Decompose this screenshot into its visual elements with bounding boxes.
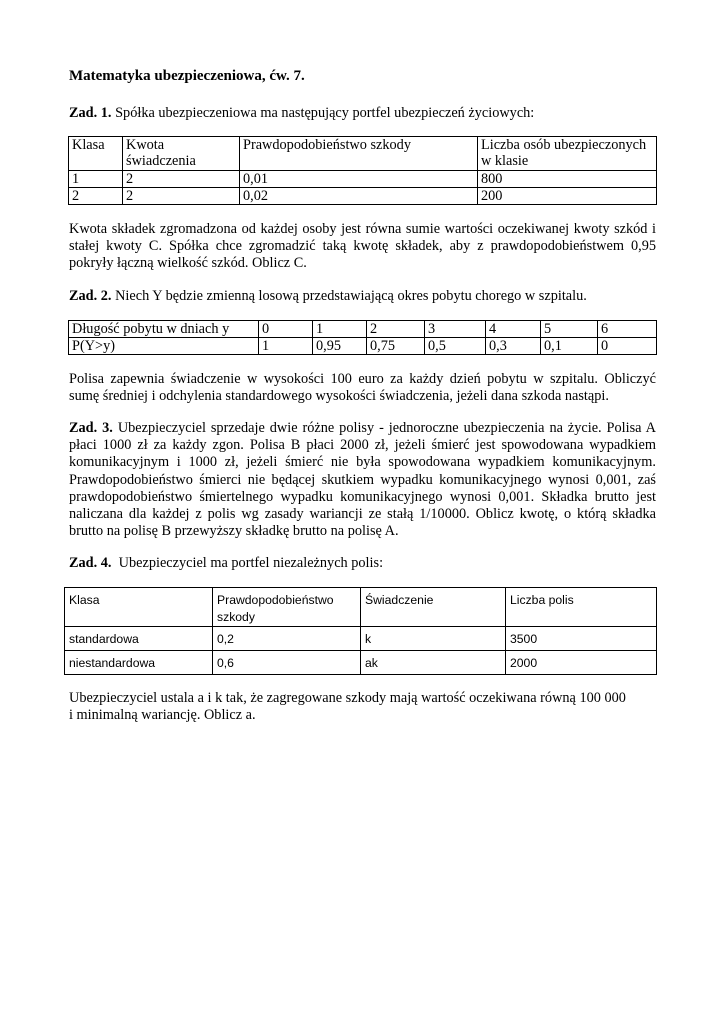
table-row	[69, 338, 657, 355]
text-line: sumę średniej i odchylenia standardowego wysokości świadczenia, jeżeli dana szkoda nastąpi.	[69, 388, 609, 405]
text-line: komunikacyjnym i 1000 zł, jeżeli śmierć nie była spowodowana wypadkiem komunikacyjnym.	[69, 454, 656, 471]
task-4-table	[64, 587, 657, 675]
task-1-intro-text: Spółka ubezpieczeniowa ma następujący portfel ubezpieczeń życiowych:	[115, 105, 535, 121]
text-line: pokryły łączną wielkość szkód. Oblicz C.	[69, 255, 307, 272]
table-cell: 2	[123, 171, 240, 188]
document-title: Matematyka ubezpieczeniowa, ćw. 7.	[69, 68, 305, 84]
text-line: płaci 1000 zł za każdy zgon. Polisa B płaci 2000 zł, jeżeli śmierć jest spowodowana wypadkiem	[69, 437, 656, 454]
table-cell: 0	[598, 338, 657, 355]
text-line: naliczana dla każdej z polis wg zasady wariancji ze stałą 1/10000. Oblicz kwotę, o którą składka	[69, 506, 656, 523]
table-cell: 3	[425, 321, 486, 338]
text-line: Prawdopodobieństwo śmierci nie będącej skutkiem wypadku komunikacyjnego wynosi 0,001, zaś	[69, 471, 656, 488]
task-1-intro	[69, 105, 534, 122]
header-cell: Liczba osób ubezpieczonych w klasie	[478, 137, 657, 171]
task-2-intro-text: Niech Y będzie zmienną losową przedstawiającą okres pobytu chorego w szpitalu.	[115, 288, 587, 304]
header-cell: Kwota świadczenia	[123, 137, 240, 171]
table-cell: 0,75	[367, 338, 425, 355]
table-cell: 0,1	[541, 338, 598, 355]
table-cell: 3500	[506, 627, 657, 651]
task-1-label: Zad. 1.	[69, 105, 112, 121]
table-cell: ak	[361, 651, 506, 675]
table-header-row	[65, 588, 657, 627]
table-cell: 0,5	[425, 338, 486, 355]
table-cell: k	[361, 627, 506, 651]
table-cell: 5	[541, 321, 598, 338]
task-4-intro-text: Ubezpieczyciel ma portfel niezależnych polis:	[118, 555, 384, 571]
table-row	[69, 171, 657, 188]
table-cell: standardowa	[65, 627, 213, 651]
task-2-table	[68, 320, 657, 355]
text-line: Polisa zapewnia świadczenie w wysokości 100 euro za każdy dzień pobytu w szpitalu. Obliczyć	[69, 371, 656, 387]
table-cell: 2	[123, 188, 240, 205]
text-line: stałej kwoty C. Spółka chce zgromadzić taką kwotę składek, aby z prawdopodobieństwem 0,95	[69, 238, 656, 255]
task-1-table	[68, 136, 657, 205]
table-cell: 2	[69, 188, 123, 205]
table-cell: 0,01	[240, 171, 478, 188]
table-cell: 6	[598, 321, 657, 338]
table-cell: 4	[486, 321, 541, 338]
table-cell: 0,95	[313, 338, 367, 355]
table-cell: 1	[313, 321, 367, 338]
table-cell: 0,6	[213, 651, 361, 675]
task-3-label: Zad. 3.	[69, 420, 113, 436]
table-row	[69, 188, 657, 205]
task-2-intro	[69, 288, 587, 305]
table-cell: Długość pobytu w dniach y	[69, 321, 259, 338]
text-line	[69, 420, 656, 437]
table-cell: 0,3	[486, 338, 541, 355]
table-cell: 0,02	[240, 188, 478, 205]
text-line: Kwota składek zgromadzona od każdej osoby jest równa sumie wartości oczekiwanej kwoty szkód i	[69, 221, 656, 237]
table-cell: 2	[367, 321, 425, 338]
text-line: prawdopodobieństwo śmiertelnego wypadku komunikacyjnego wynosi 0,001. Składka brutto jest	[69, 488, 656, 505]
header-cell: Prawdopodobieństwo szkody	[240, 137, 478, 171]
task-1-paragraph	[69, 221, 656, 273]
header-cell: Liczba polis	[506, 588, 657, 627]
task-2-label: Zad. 2.	[69, 288, 112, 304]
table-cell: 0,2	[213, 627, 361, 651]
table-cell: 1	[69, 171, 123, 188]
header-cell: Klasa	[69, 137, 123, 171]
table-cell: 2000	[506, 651, 657, 675]
table-cell: 200	[478, 188, 657, 205]
task-4-label: Zad. 4.	[69, 555, 112, 571]
table-row	[65, 651, 657, 675]
table-cell: P(Y>y)	[69, 338, 259, 355]
table-header-row	[69, 137, 657, 171]
table-row	[65, 627, 657, 651]
header-cell: Prawdopodobieństwo szkody	[213, 588, 361, 627]
task-4-paragraph	[69, 690, 669, 724]
text-line-content: Ubezpieczyciel sprzedaje dwie różne polisy - jednoroczne ubezpieczenia na życie. Polisa A	[117, 420, 656, 436]
text-line: Ubezpieczyciel ustala a i k tak, że zagregowane szkody mają wartość oczekiwana równą 100 000	[69, 690, 626, 706]
table-row	[69, 321, 657, 338]
task-2-paragraph	[69, 371, 656, 405]
table-cell: 1	[259, 338, 313, 355]
task-4-intro	[69, 555, 383, 572]
header-cell: Świadczenie	[361, 588, 506, 627]
table-cell: niestandardowa	[65, 651, 213, 675]
table-cell: 800	[478, 171, 657, 188]
text-line: brutto na polisę B przewyższy składkę brutto na polisę A.	[69, 523, 399, 540]
text-line: i minimalną wariancję. Oblicz a.	[69, 707, 256, 724]
header-cell: Klasa	[65, 588, 213, 627]
table-cell: 0	[259, 321, 313, 338]
task-3-paragraph	[69, 420, 656, 540]
